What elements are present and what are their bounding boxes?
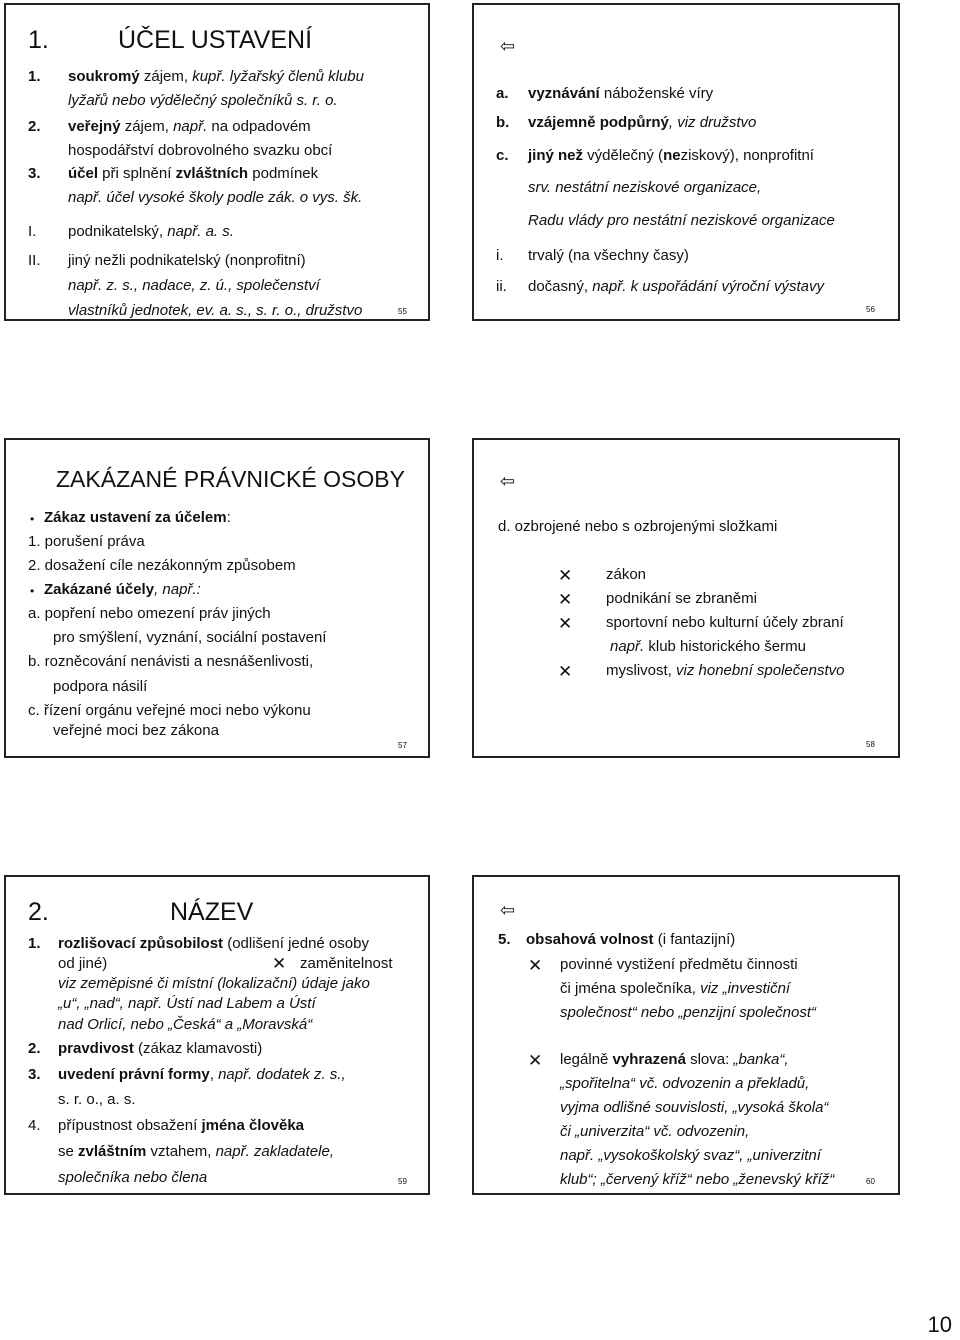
item-number: 4. [28, 1117, 41, 1134]
list-item: a. popření nebo omezení práv jiných [28, 605, 271, 622]
list-item: myslivost, viz honební společenstvo [606, 662, 845, 679]
list-item: b. rozněcování nenávisti a nesnášenlivosti, [28, 653, 314, 670]
list-item-cont: od jiné) [58, 955, 108, 972]
list-item-cont: či jména společníka, viz „investiční [560, 980, 791, 997]
slide-page-number: 59 [398, 1177, 407, 1186]
list-item-cont: vyjma odlišné souvislosti, „vysoká škola“ [560, 1099, 829, 1116]
list-item-cont: pro smýšlení, vyznání, sociální postavení [53, 629, 327, 646]
item-number: 2. [28, 1040, 41, 1057]
list-item: 2. dosažení cíle nezákonným způsobem [28, 557, 296, 574]
bullet-icon: • [30, 512, 35, 526]
list-item: zákon [606, 566, 647, 583]
item-letter: a. [496, 85, 509, 102]
item-number: 3. [28, 165, 41, 182]
cross-icon: ✕ [558, 566, 573, 585]
list-item: vyznávání náboženské víry [528, 85, 714, 102]
cross-icon: ✕ [558, 614, 573, 633]
list-item: veřejný zájem, např. na odpadovém [68, 118, 311, 135]
item-number: 3. [28, 1066, 41, 1083]
note-line: Radu vlády pro nestátní neziskové organizace [528, 212, 835, 229]
slide-56 [472, 3, 900, 321]
slide-title: NÁZEV [170, 898, 254, 926]
arrow-left-icon: ⇦ [500, 471, 516, 491]
list-item: obsahová volnost (i fantazijní) [526, 931, 736, 948]
item-roman: i. [496, 247, 504, 264]
page-number: 10 [927, 1312, 952, 1337]
cross-icon: ✕ [528, 956, 543, 975]
cross-icon: ✕ [528, 1051, 543, 1070]
slide-page-number: 55 [398, 307, 407, 316]
list-item: vzájemně podpůrný, viz družstvo [528, 114, 757, 131]
list-item-cont: vlastníků jednotek, ev. a. s., s. r. o., družstvo [68, 302, 363, 319]
list-item: rozlišovací způsobilost (odlišení jedné osoby [58, 935, 369, 952]
list-item-cont: „u“, „nad“, např. Ústí nad Labem a Ústí [58, 995, 316, 1012]
list-item: d. ozbrojené nebo s ozbrojenými složkami [498, 518, 778, 535]
item-number: 1. [28, 68, 41, 85]
bullet-item: Zakázané účely, např.: [44, 581, 201, 598]
cross-icon: ✕ [272, 954, 287, 973]
list-item: účel při splnění zvláštních podmínek [68, 165, 319, 182]
list-item-cont: zaměnitelnost [300, 955, 393, 972]
list-item: přípustnost obsažení jména člověka [58, 1117, 304, 1134]
list-item: podnikatelský, např. a. s. [68, 223, 234, 240]
slide-page-number: 56 [866, 305, 875, 314]
item-letter: b. [496, 114, 510, 131]
item-number: I. [28, 223, 37, 240]
slide-55 [4, 3, 430, 321]
slide-title: ZAKÁZANÉ PRÁVNICKÉ OSOBY [56, 466, 405, 492]
list-item-cont: lyžařů nebo výdělečný společníků s. r. o. [68, 92, 338, 109]
list-item: dočasný, např. k uspořádání výroční výstavy [528, 278, 824, 295]
slide-58 [472, 438, 900, 758]
list-item: podnikání se zbraněmi [606, 590, 757, 607]
list-item: pravdivost (zákaz klamavosti) [58, 1040, 263, 1057]
list-item: trvalý (na všechny časy) [528, 247, 689, 264]
list-item: uvedení právní formy, např. dodatek z. s., [58, 1066, 346, 1083]
list-item-cont: podpora násilí [53, 678, 148, 695]
list-item-cont: se zvláštním vztahem, např. zakladatele, [58, 1143, 334, 1160]
item-number: 1. [28, 935, 41, 952]
list-item-cont: s. r. o., a. s. [58, 1091, 136, 1108]
item-number: 5. [498, 931, 511, 948]
list-item-cont: např. klub historického šermu [610, 638, 806, 655]
list-item: c. řízení orgánu veřejné moci nebo výkonu [28, 702, 311, 719]
list-item-cont: společnost“ nebo „penzijní společnost“ [560, 1004, 816, 1021]
list-item-cont: „spořitelna“ vč. odvozenin a překladů, [560, 1075, 810, 1092]
list-item: povinné vystižení předmětu činnosti [560, 956, 798, 973]
item-letter: c. [496, 147, 509, 164]
list-item-cont: např. z. s., nadace, z. ú., společenství [68, 277, 320, 294]
list-item-cont: viz zeměpisné či místní (lokalizační) údaje jako [58, 975, 370, 992]
list-item-cont: hospodářství dobrovolného svazku obcí [68, 142, 333, 159]
bullet-icon: • [30, 584, 35, 598]
list-item: jiný nežli podnikatelský (nonprofitní) [68, 252, 306, 269]
slide-page-number: 60 [866, 1177, 875, 1186]
arrow-left-icon: ⇦ [500, 900, 516, 920]
note-line: srv. nestátní neziskové organizace, [528, 179, 762, 196]
list-item: sportovní nebo kulturní účely zbraní [606, 614, 844, 631]
list-item-cont: např. účel vysoké školy podle zák. o vys. šk. [68, 189, 363, 206]
list-item-cont: např. „vysokoškolský svaz“, „univerzitní [560, 1147, 821, 1164]
item-number: II. [28, 252, 41, 269]
slide-59 [4, 875, 430, 1195]
slide-57 [4, 438, 430, 758]
item-number: 2. [28, 118, 41, 135]
slide-number: 1. [28, 26, 49, 54]
slide-page-number: 57 [398, 741, 407, 750]
item-roman: ii. [496, 278, 507, 295]
slide-number: 2. [28, 898, 49, 926]
slide-page-number: 58 [866, 740, 875, 749]
bullet-item: Zákaz ustavení za účelem: [44, 509, 231, 526]
arrow-left-icon: ⇦ [500, 36, 516, 56]
list-item-cont: klub“; „červený kříž“ nebo „ženevský kříž“ [560, 1171, 835, 1188]
slide-60 [472, 875, 900, 1195]
list-item: 1. porušení práva [28, 533, 145, 550]
cross-icon: ✕ [558, 662, 573, 681]
cross-icon: ✕ [558, 590, 573, 609]
list-item-cont: či „univerzita“ vč. odvozenin, [560, 1123, 750, 1140]
list-item-cont: veřejné moci bez zákona [53, 722, 219, 739]
list-item: jiný než výdělečný (neziskový), nonprofitní [528, 147, 814, 164]
list-item-cont: společníka nebo člena [58, 1169, 208, 1186]
slide-title: ÚČEL USTAVENÍ [118, 26, 313, 54]
list-item: soukromý zájem, kupř. lyžařský členů klubu [68, 68, 364, 85]
list-item-cont: nad Orlicí, nebo „Česká“ a „Moravská“ [58, 1016, 313, 1033]
list-item: legálně vyhrazená slova: „banka“, [560, 1051, 789, 1068]
